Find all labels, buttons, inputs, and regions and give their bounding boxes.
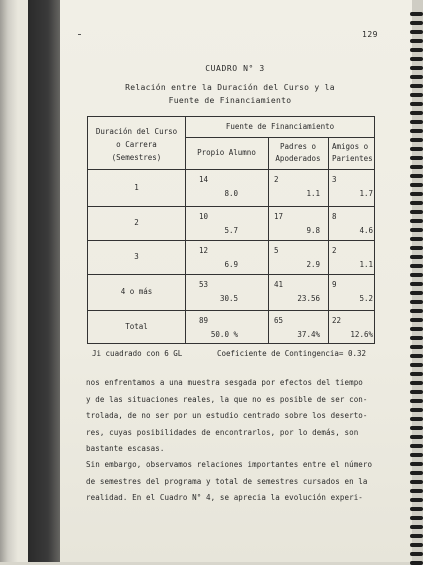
cell-percent: 4.6 xyxy=(359,226,373,235)
cell-percent: 8.0 xyxy=(224,189,238,198)
binding-ring xyxy=(410,525,423,529)
binding-ring xyxy=(410,489,423,493)
cell-percent: 23.56 xyxy=(297,294,320,303)
cell-percent: 1.7 xyxy=(359,189,373,198)
binding-ring xyxy=(410,408,423,412)
cell-count: 14 xyxy=(199,175,209,184)
cell-count: 65 xyxy=(274,316,284,325)
paragraph-line: bastante escasas. xyxy=(86,444,165,453)
row-label: 1 xyxy=(134,182,139,192)
binding-ring xyxy=(410,390,423,394)
binding-ring xyxy=(410,165,423,169)
binding-ring xyxy=(410,399,423,403)
cell-count: 12 xyxy=(199,246,209,255)
binding-ring xyxy=(410,534,423,538)
cell-count: 22 xyxy=(332,316,342,325)
binding-ring xyxy=(410,543,423,547)
binding-ring xyxy=(410,273,423,277)
binding-ring xyxy=(410,453,423,457)
binding-ring xyxy=(410,156,423,160)
binding-ring xyxy=(410,381,423,385)
binding-ring xyxy=(410,291,423,295)
binding-ring xyxy=(410,174,423,178)
cell-percent: 5.2 xyxy=(359,294,373,303)
binding-ring xyxy=(410,255,423,259)
binding-ring xyxy=(410,120,423,124)
paragraph-line: realidad. En el Cuadro N° 4, se aprecia la evolución experi- xyxy=(86,493,363,502)
cell-percent: 30.5 xyxy=(219,294,238,303)
cell-percent: 6.9 xyxy=(224,260,238,269)
paragraph-line: Sin embargo, observamos relaciones importantes entre el número xyxy=(86,460,373,469)
binding-ring xyxy=(410,300,423,304)
binding-ring xyxy=(410,75,423,79)
cell-percent: 5.7 xyxy=(224,226,238,235)
table-title: CUADRO N° 3 xyxy=(205,64,265,73)
scan-mark xyxy=(78,34,81,35)
row-label: Total xyxy=(125,321,148,331)
binding-ring xyxy=(410,363,423,367)
binding-ring xyxy=(410,201,423,205)
column-header: Amigos o xyxy=(332,142,369,151)
binding-ring xyxy=(410,21,423,25)
cell-percent: 50.0 % xyxy=(210,330,238,339)
binding-ring xyxy=(410,48,423,52)
binding-ring xyxy=(410,138,423,142)
table-subtitle-line-1: Relación entre la Duración del Curso y la xyxy=(125,83,335,92)
page-number: 129 xyxy=(362,30,378,39)
binding-ring xyxy=(410,318,423,322)
footnote-chi-square: Ji cuadrado con 6 GL xyxy=(92,349,183,358)
cell-percent: 1.1 xyxy=(359,260,373,269)
binding-ring xyxy=(410,147,423,151)
cell-count: 10 xyxy=(199,212,209,221)
cell-count: 89 xyxy=(199,316,209,325)
binding-ring xyxy=(410,111,423,115)
binding-ring xyxy=(410,264,423,268)
row-label: 2 xyxy=(134,218,139,227)
row-label: 4 o más xyxy=(120,287,153,296)
binding-ring xyxy=(410,327,423,331)
row-header-line: (Semestres) xyxy=(111,153,162,162)
binding-ring xyxy=(410,246,423,250)
binding-ring xyxy=(410,354,423,358)
cell-percent: 37.4% xyxy=(297,330,320,339)
binding-ring xyxy=(410,219,423,223)
paragraph-line: y de las situaciones reales, la que no es posible de ser con- xyxy=(86,394,368,404)
binding-ring xyxy=(410,282,423,286)
binding-ring xyxy=(410,462,423,466)
cell-count: 2 xyxy=(332,246,337,255)
binding-ring xyxy=(410,552,423,556)
cell-count: 41 xyxy=(274,280,284,289)
cell-count: 3 xyxy=(332,175,337,184)
row-header-line: Duración del Curso xyxy=(95,127,178,136)
column-header: Propio Alumno xyxy=(197,148,256,157)
binding-ring xyxy=(410,444,423,448)
binding-ring xyxy=(410,237,423,241)
binding-ring xyxy=(410,129,423,133)
binding-ring xyxy=(410,210,423,214)
paragraph-line: nos enfrentamos a una muestra sesgada por efectos del tiempo xyxy=(86,378,363,387)
binding-ring xyxy=(410,471,423,475)
binding-ring xyxy=(410,345,423,349)
binding-ring xyxy=(410,435,423,439)
binding-ring xyxy=(410,498,423,502)
binding-ring xyxy=(410,336,423,340)
binding-ring xyxy=(410,228,423,232)
paragraph-line: trolada, de no ser por un estudio centrado sobre los deserto- xyxy=(86,411,368,420)
cell-count: 8 xyxy=(332,212,337,221)
table-subtitle-line-2: Fuente de Financiamiento xyxy=(168,96,292,105)
cell-count: 53 xyxy=(199,280,209,289)
binding-ring xyxy=(410,192,423,196)
cell-percent: 2.9 xyxy=(306,260,320,269)
cell-count: 17 xyxy=(274,212,284,221)
binding-ring xyxy=(410,30,423,34)
paragraph-line: de semestres del programa y total de semestres cursados en la xyxy=(86,476,368,486)
paragraph-line: res, cuyas posibilidades de encontrarlos, por lo demás, son xyxy=(86,427,359,437)
binding-ring xyxy=(410,57,423,61)
cell-count: 9 xyxy=(332,280,337,289)
column-header: Padres o xyxy=(279,142,317,151)
binding-ring xyxy=(410,417,423,421)
binding-ring xyxy=(410,426,423,430)
cell-percent: 12.6% xyxy=(350,330,373,339)
cell-percent: 1.1 xyxy=(306,189,320,198)
binding-ring xyxy=(410,183,423,187)
column-header: Apoderados xyxy=(275,154,321,163)
binding-ring xyxy=(410,516,423,520)
binding-ring xyxy=(410,507,423,511)
cell-percent: 9.8 xyxy=(306,226,320,235)
binding-ring xyxy=(410,309,423,313)
binding-ring xyxy=(410,39,423,43)
cell-count: 2 xyxy=(274,175,279,184)
binding-ring xyxy=(410,372,423,376)
column-header: Parientes xyxy=(332,154,373,163)
binding-ring xyxy=(410,480,423,484)
binding-ring xyxy=(410,12,423,16)
row-header-line: o Carrera xyxy=(116,140,157,149)
data-table xyxy=(87,116,375,344)
cell-count: 5 xyxy=(274,246,279,255)
group-header: Fuente de Financiamiento xyxy=(225,122,335,131)
row-label: 3 xyxy=(134,252,139,261)
footnote-contingency: Coeficiente de Contingencia= 0.32 xyxy=(217,349,367,358)
